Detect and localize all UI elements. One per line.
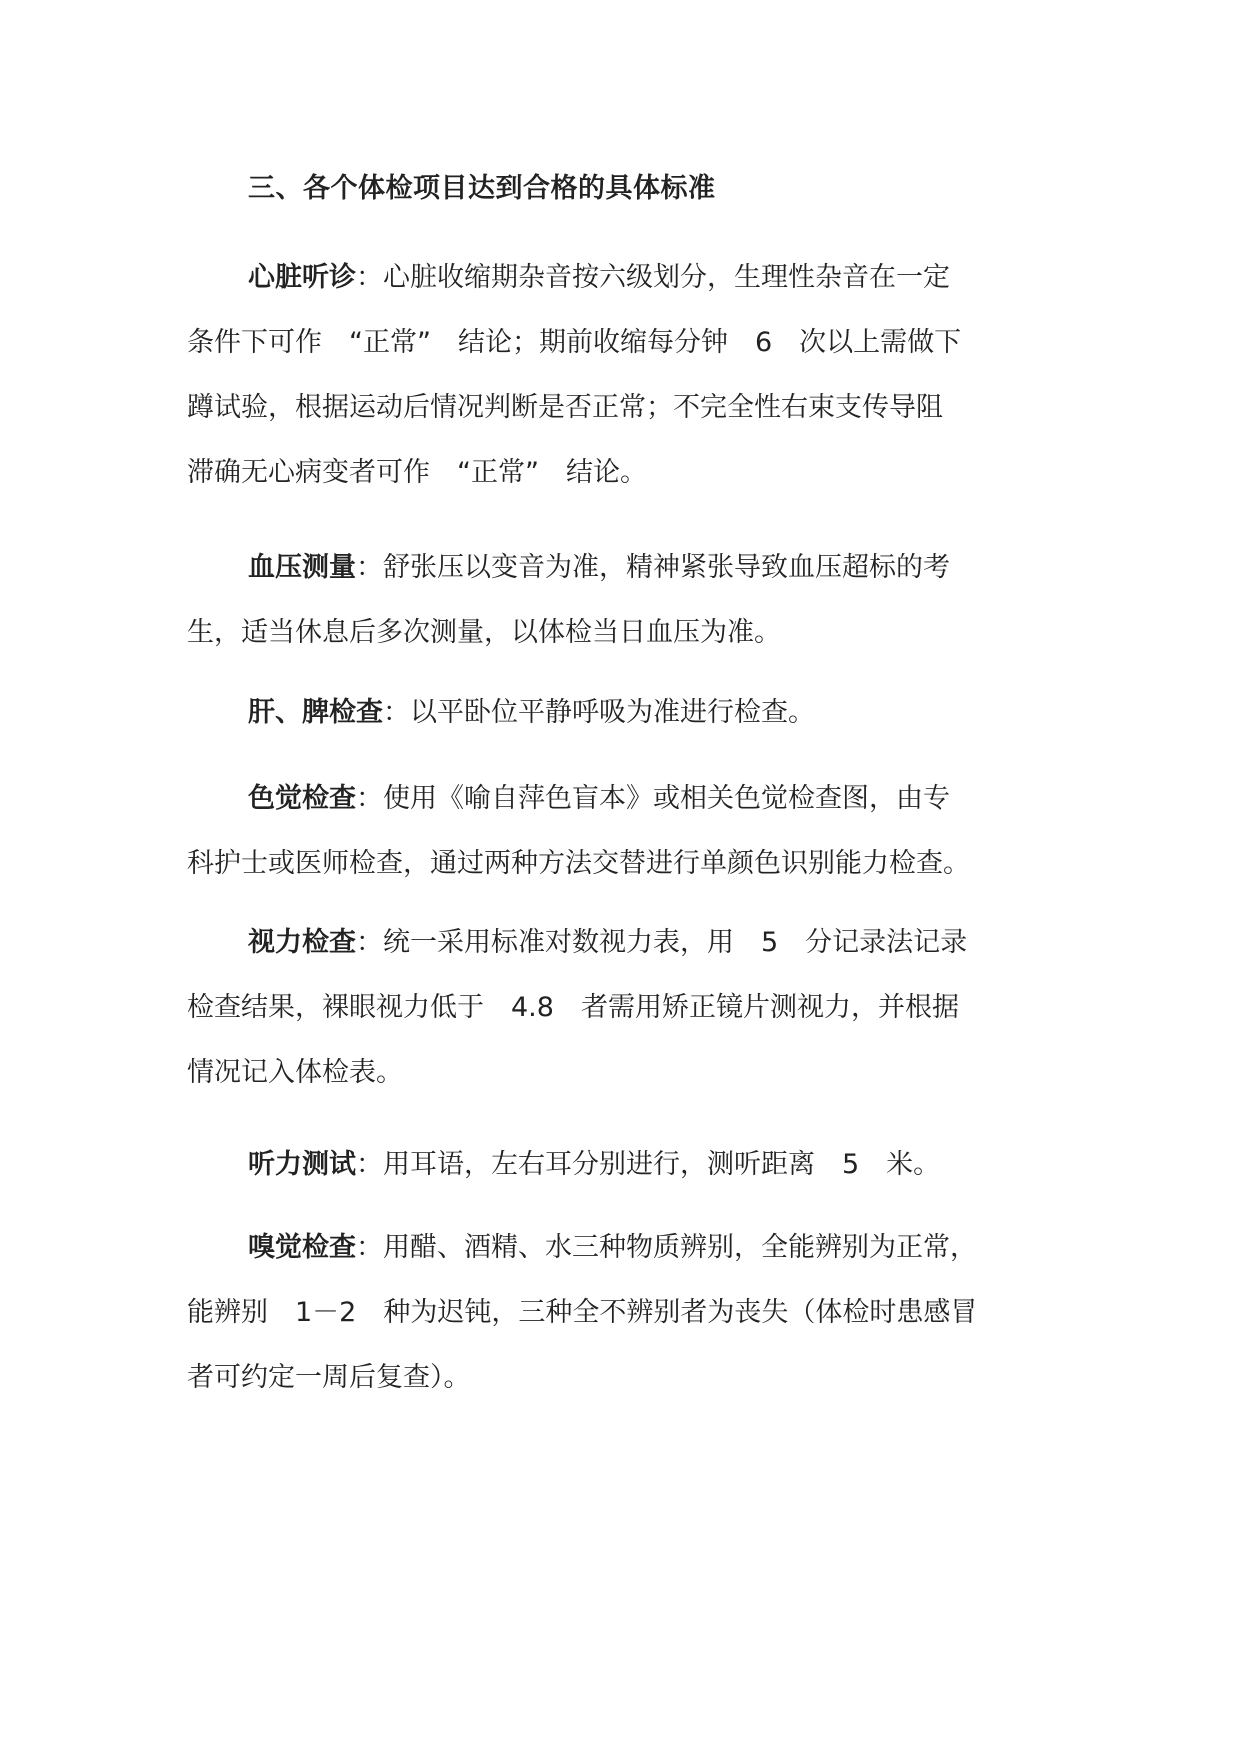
paragraph-line: [187, 1132, 1047, 1197]
line-text: ：心脏收缩期杂音按六级划分，生理性杂音在一定: [356, 262, 950, 293]
term-color-vision: 色觉检查: [248, 783, 356, 814]
line-text: ：舒张压以变音为准，精神紧张导致血压超标的考: [356, 552, 950, 583]
term-hearing-test: 听力测试: [248, 1149, 356, 1180]
paragraph-line: [187, 535, 1047, 600]
line-text: ：用醋、酒精、水三种物质辨别，全能辨别为正常，: [356, 1232, 977, 1263]
paragraph-line: 科护士或医师检查，通过两种方法交替进行单颜色识别能力检查。: [187, 848, 970, 879]
line-text: ：统一采用标准对数视力表，用 5 分记录法记录: [356, 927, 968, 958]
paragraph-line: 检查结果，裸眼视力低于 4.8 者需用矫正镜片测视力，并根据: [187, 992, 959, 1023]
paragraph-line: [187, 1215, 1047, 1280]
paragraph-line: [187, 910, 1047, 975]
term-blood-pressure: 血压测量: [248, 552, 356, 583]
paragraph-line: 条件下可作 “正常” 结论；期前收缩每分钟 6 次以上需做下: [187, 327, 962, 358]
term-heart-auscultation: 心脏听诊: [248, 262, 356, 293]
term-visual-acuity: 视力检查: [248, 927, 356, 958]
term-liver-spleen: 肝、脾检查: [248, 697, 383, 728]
section-heading: 三、各个体检项目达到合格的具体标准: [248, 173, 716, 204]
paragraph-liver-spleen: [187, 680, 1047, 745]
paragraph-line: [187, 680, 1047, 745]
line-text: ：以平卧位平静呼吸为准进行检查。: [383, 697, 815, 728]
line-text: ：用耳语，左右耳分别进行，测听距离 5 米。: [356, 1149, 941, 1180]
paragraph-line: 能辨别 1－2 种为迟钝，三种全不辨别者为丧失（体检时患感冒: [187, 1297, 978, 1328]
paragraph-line: 生，适当休息后多次测量，以体检当日血压为准。: [187, 617, 781, 648]
paragraph-line: [187, 245, 1047, 310]
paragraph-line: 情况记入体检表。: [187, 1057, 403, 1088]
term-smell-test: 嗅觉检查: [248, 1232, 356, 1263]
paragraph-line: [187, 766, 1047, 831]
paragraph-smell-test: [187, 1215, 1047, 1410]
paragraph-line: 者可约定一周后复查）。: [187, 1362, 471, 1393]
paragraph-visual-acuity: [187, 910, 1047, 1105]
paragraph-hearing-test: [187, 1132, 1047, 1197]
line-text: ：使用《喻自萍色盲本》或相关色觉检查图，由专: [356, 783, 950, 814]
paragraph-heart-auscultation: [187, 245, 1047, 505]
paragraph-blood-pressure: [187, 535, 1047, 665]
paragraph-color-vision: [187, 766, 1047, 896]
paragraph-line: 蹲试验，根据运动后情况判断是否正常；不完全性右束支传导阻: [187, 392, 943, 423]
paragraph-line: 滞确无心病变者可作 “正常” 结论。: [187, 457, 647, 488]
